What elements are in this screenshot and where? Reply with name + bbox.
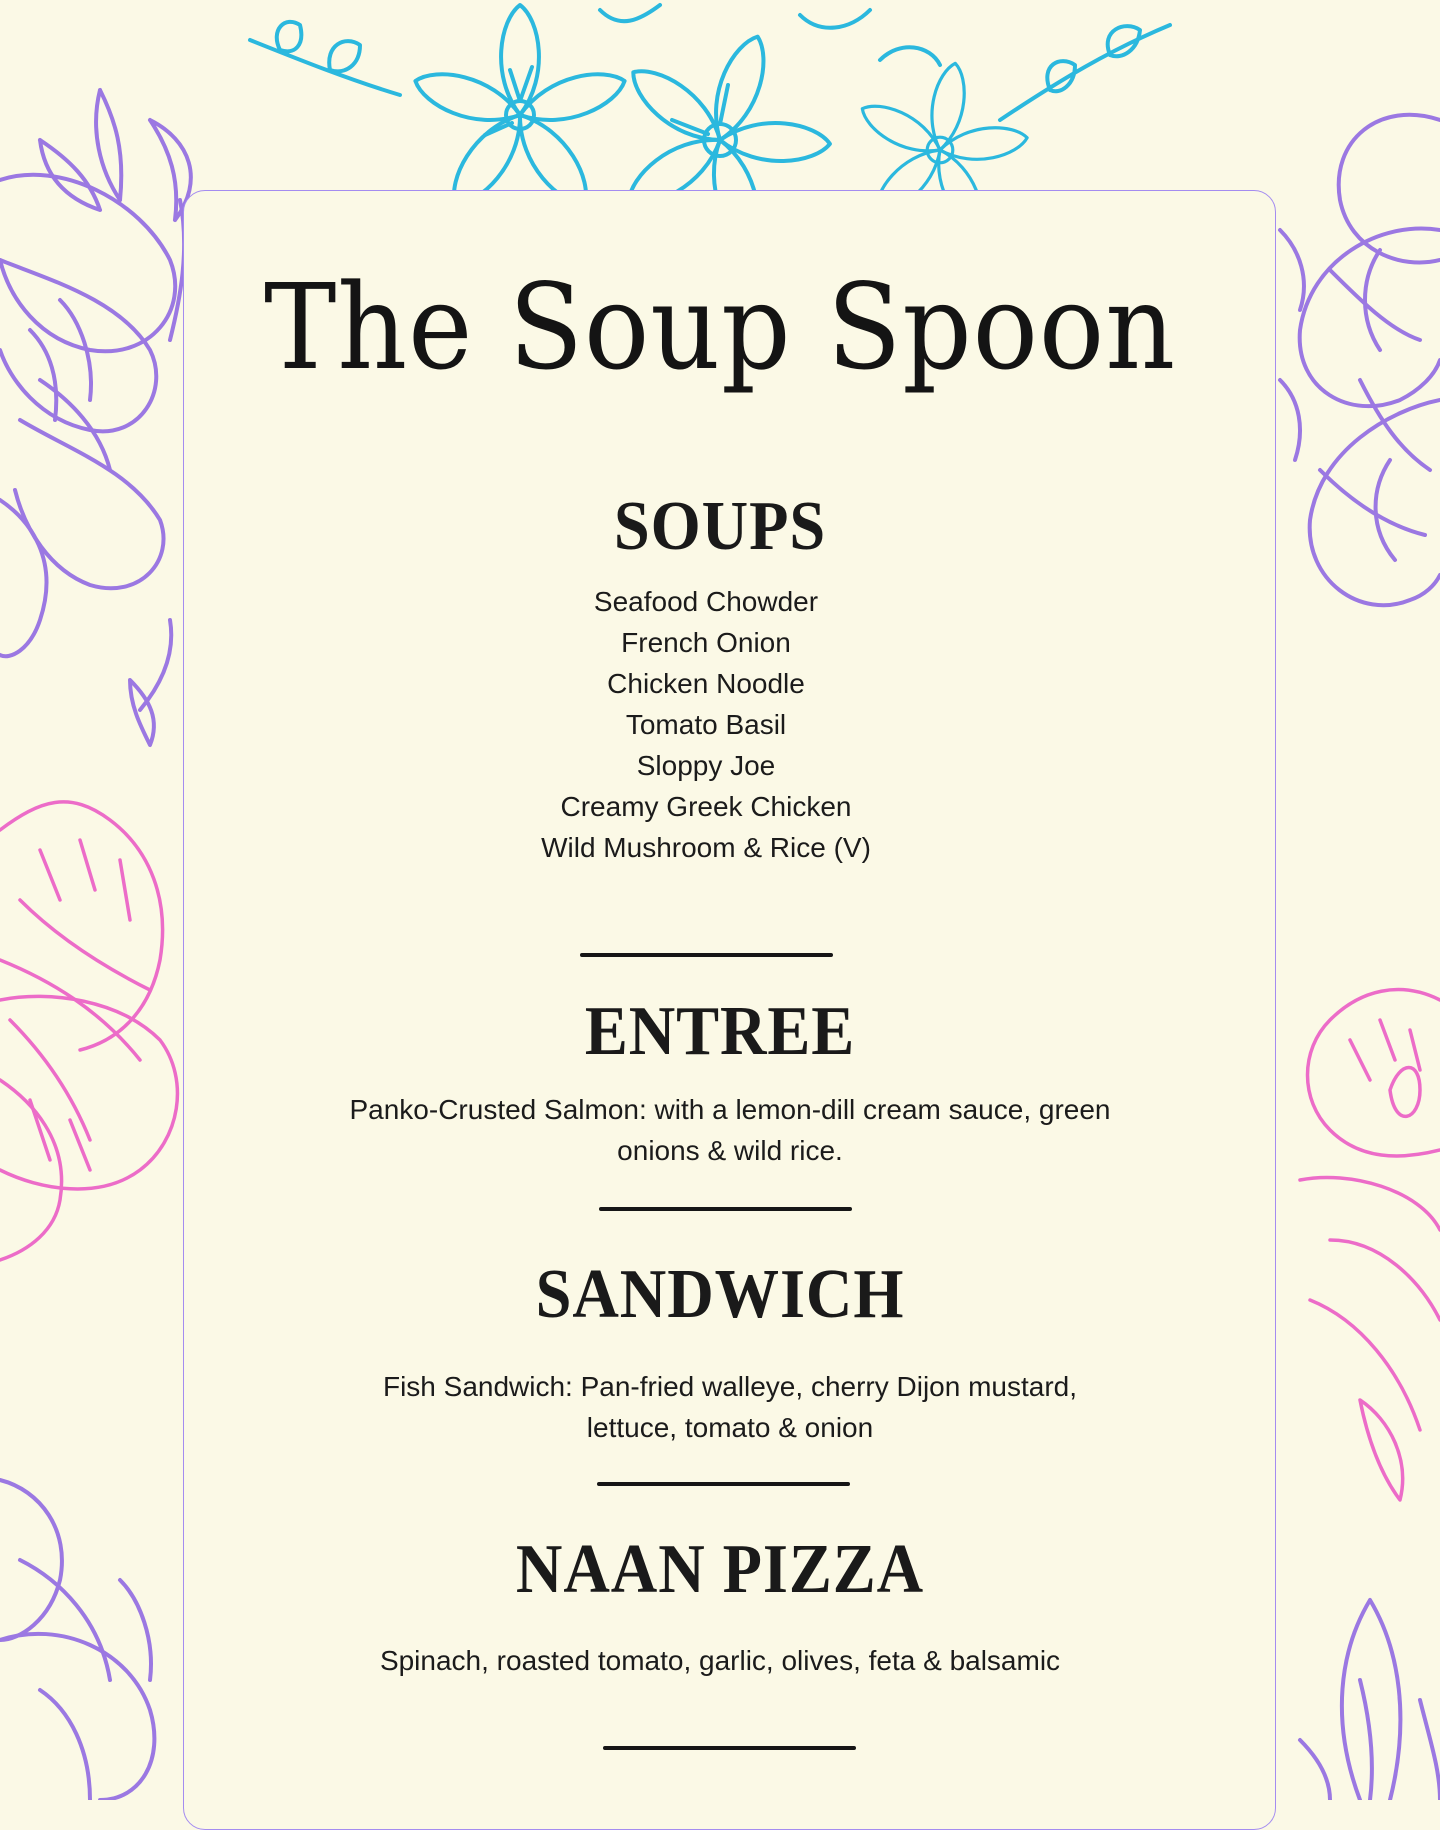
- list-item: Creamy Greek Chicken: [560, 791, 852, 822]
- soups-list: [0, 581, 1426, 868]
- list-item: Wild Mushroom & Rice (V): [541, 832, 871, 863]
- sandwich-heading: SANDWICH: [535, 1256, 905, 1333]
- sandwich-description: [230, 1366, 1230, 1448]
- divider: [580, 953, 833, 957]
- entree-heading: ENTREE: [584, 993, 856, 1070]
- list-item: Seafood Chowder: [593, 586, 819, 617]
- divider: [599, 1207, 852, 1211]
- naan-pizza-description: [220, 1640, 1220, 1681]
- divider: [597, 1482, 850, 1486]
- bottom-left-purple-flower: [0, 1480, 154, 1800]
- entree-description-line: Panko-Crusted Salmon: with a lemon-dill cream sauce, green: [349, 1094, 1111, 1125]
- entree-description-line: onions & wild rice.: [617, 1135, 843, 1166]
- sandwich-description-line: Fish Sandwich: Pan-fried walleye, cherry Dijon mustard,: [382, 1371, 1078, 1402]
- naan-pizza-description-line: Spinach, roasted tomato, garlic, olives, feta & balsamic: [379, 1645, 1061, 1676]
- bottom-right-purple-flower: [1300, 1600, 1440, 1800]
- entree-description: [230, 1089, 1230, 1171]
- divider: [603, 1746, 856, 1750]
- restaurant-title: The Soup Spoon: [263, 258, 1177, 396]
- list-item: French Onion: [621, 627, 791, 658]
- naan-pizza-heading: NAAN PIZZA: [515, 1531, 925, 1608]
- soups-heading: SOUPS: [613, 488, 827, 565]
- list-item: Sloppy Joe: [636, 750, 776, 781]
- list-item: Tomato Basil: [625, 709, 787, 740]
- list-item: Chicken Noodle: [607, 668, 805, 699]
- sandwich-description-line: lettuce, tomato & onion: [586, 1412, 874, 1443]
